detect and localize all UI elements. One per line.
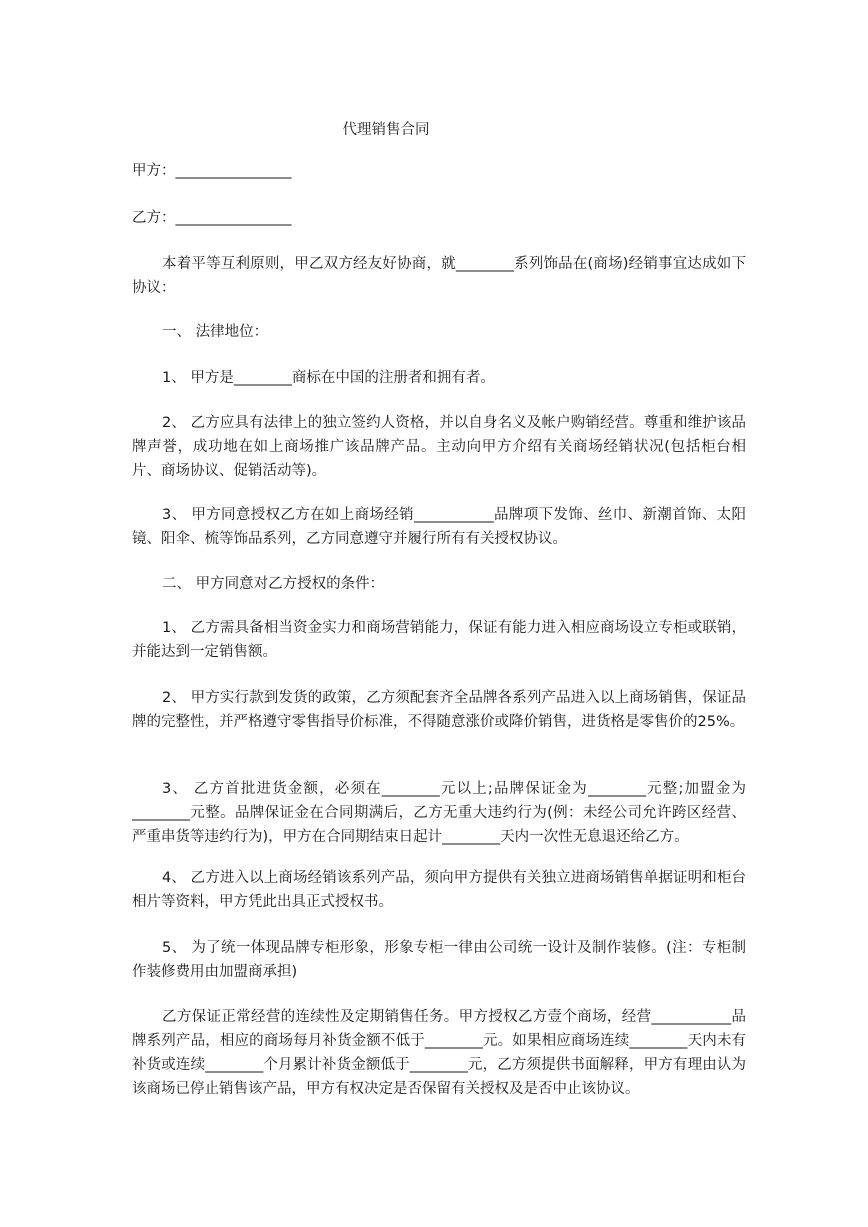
section-1-heading: 一、 法律地位： xyxy=(162,324,269,340)
section-2-item-1: 1、 乙方需具备相当资金实力和商场营销能力，保证有能力进入相应商场设立专柜或联销，并能达到一定销售额。 xyxy=(132,620,746,660)
party-b-line: 乙方：________________ xyxy=(132,210,292,226)
section-2-item-2: 2、 甲方实行款到发货的政策，乙方须配套齐全品牌各系列产品进入以上商场销售，保证品牌的完整性，并严格遵守零售指导价标准，不得随意涨价或降价销售，进货格是零售价的25%。 xyxy=(132,690,746,730)
contract-title: 代理销售合同 xyxy=(342,122,430,138)
section-2-heading: 二、 甲方同意对乙方授权的条件： xyxy=(162,576,385,592)
section-2-item-3: 3、 乙方首批进货金额，必须在________元以上;品牌保证金为________元整;加盟金为________元整。品牌保证金在合同期满后，乙方无重大违约行为(例：未经公司允许跨区经营、严重串货等违约行为)，甲方在合同期结束日起计________天内一次性无息退还给乙方。 xyxy=(132,781,746,845)
closing-paragraph: 乙方保证正常经营的连续性及定期销售任务。甲方授权乙方壹个商场，经营___________品牌系列产品，相应的商场每月补货金额不低于________元。如果相应商场连续________天内未有补货或连续________个月累计补货金额低于________元，乙方须提供书面解释，甲方有理由认为该商场已停止销售该产品，甲方有权决定是否保留有关授权及是否中止该协议。 xyxy=(132,1009,746,1097)
preamble-paragraph: 本着平等互利原则，甲乙双方经友好协商，就________系列饰品在(商场)经销事宜达成如下协议： xyxy=(132,256,746,296)
section-2-item-5: 5、 为了统一体现品牌专柜形象，形象专柜一律由公司统一设计及制作装修。(注：专柜制作装修费用由加盟商承担) xyxy=(132,940,746,980)
section-2-item-4: 4、 乙方进入以上商场经销该系列产品，须向甲方提供有关独立进商场销售单据证明和柜台相片等资料，甲方凭此出具正式授权书。 xyxy=(132,870,746,910)
section-1-item-3: 3、 甲方同意授权乙方在如上商场经销___________品牌项下发饰、丝巾、新潮首饰、太阳镜、阳伞、梳等饰品系列，乙方同意遵守并履行所有有关授权协议。 xyxy=(132,507,746,547)
section-1-item-1: 1、 甲方是________商标在中国的注册者和拥有者。 xyxy=(162,370,495,386)
section-1-item-2: 2、 乙方应具有法律上的独立签约人资格，并以自身名义及帐户购销经营。尊重和维护该品牌声誉，成功地在如上商场推广该品牌产品。主动向甲方介绍有关商场经销状况(包括柜台相片、商场协议、促销活动等)。 xyxy=(132,415,746,479)
party-a-line: 甲方：________________ xyxy=(132,163,292,179)
